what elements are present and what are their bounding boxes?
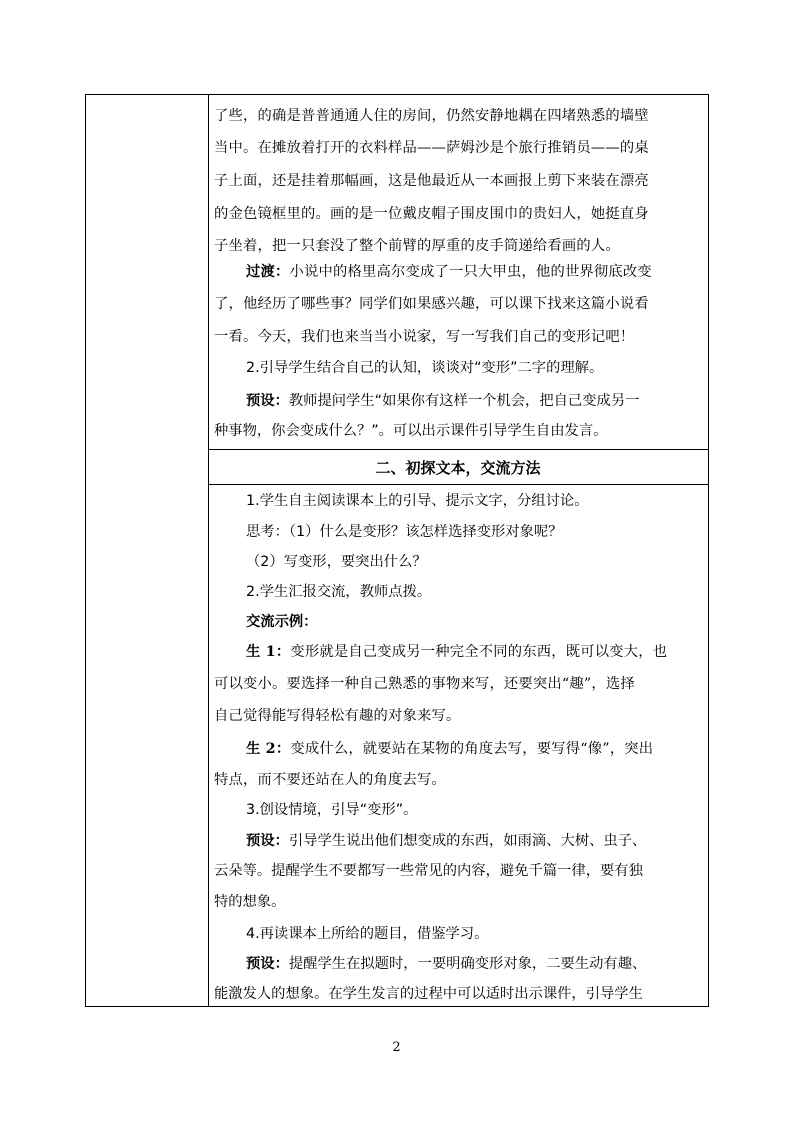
text-line: 自己觉得能写得轻松有趣的对象来写。: [214, 708, 461, 724]
text-line: 生 2：变成什么，就要站在某物的角度去写，要写得“像”，突出: [246, 741, 654, 757]
row-divider-bottom: [208, 484, 708, 485]
text-line: 4.再读课本上所给的题目，借鉴学习。: [246, 926, 489, 942]
text-line: 可以变小。要选择一种自己熟悉的事物来写，还要突出“趣”，选择: [214, 676, 635, 692]
section-heading: 二、初探文本，交流方法: [375, 459, 541, 477]
text-line: 2.学生汇报交流，教师点拨。: [246, 584, 432, 600]
text-line: 子坐着，把一只套没了整个前臂的厚重的皮手筒递给看画的人。: [214, 238, 620, 254]
text-line: 思考：（1）什么是变形？该怎样选择变形对象呢？: [246, 524, 563, 540]
text-line: 1.学生自主阅读课本上的引导、提示文字，分组讨论。: [246, 493, 589, 509]
text-line: 2.引导学生结合自己的认知，谈谈对“变形”二字的理解。: [246, 360, 604, 376]
text-line: 过渡：小说中的格里高尔变成了一只大甲虫，他的世界彻底改变: [246, 264, 652, 280]
text-line: （2）写变形，要突出什么？: [246, 554, 427, 570]
text-line: 种事物，你会变成什么？”。可以出示课件引导学生自由发言。: [214, 423, 608, 439]
text-line: 特点，而不要还站在人的角度去写。: [214, 772, 446, 788]
text-line: 特的想象。: [214, 894, 286, 910]
page-number: 2: [392, 1040, 401, 1055]
text-line: 3.创设情境，引导“变形”。: [246, 802, 418, 818]
text-line: 的金色镜框里的。画的是一位戴皮帽子围皮围巾的贵妇人，她挺直身: [214, 206, 649, 222]
text-line: 了，他经历了哪些事？同学们如果感兴趣，可以课下找来这篇小说看: [214, 296, 649, 312]
lesson-table: [85, 94, 709, 1007]
column-divider: [208, 95, 209, 1006]
text-line: 交流示例：: [246, 614, 318, 630]
row-divider-top: [208, 449, 708, 450]
text-line: 能激发人的想象。在学生发言的过程中可以适时出示课件，引导学生: [214, 986, 643, 1002]
text-line: 一看。今天，我们也来当当小说家，写一写我们自己的变形记吧！: [214, 329, 635, 345]
text-line: 云朵等。提醒学生不要都写一些常见的内容，避免千篇一律，要有独: [214, 863, 643, 879]
text-line: 了些，的确是普普通通人住的房间，仍然安静地耦在四堵熟悉的墙壁: [214, 108, 649, 124]
text-line: 当中。在摊放着打开的衣料样品——萨姆沙是个旅行推销员——的桌: [214, 140, 649, 156]
text-line: 预设：教师提问学生“如果你有这样一个机会，把自己变成另一: [246, 393, 640, 409]
text-line: 生 1：变形就是自己变成另一种完全不同的东西，既可以变大，也: [246, 644, 668, 660]
text-line: 子上面，还是挂着那幅画，这是他最近从一本画报上剪下来装在漂亮: [214, 173, 649, 189]
text-line: 预设：提醒学生在拟题时，一要明确变形对象，二要生动有趣、: [246, 956, 647, 972]
text-line: 预设：引导学生说出他们想变成的东西，如雨滴、大树、虫子、: [246, 833, 647, 849]
